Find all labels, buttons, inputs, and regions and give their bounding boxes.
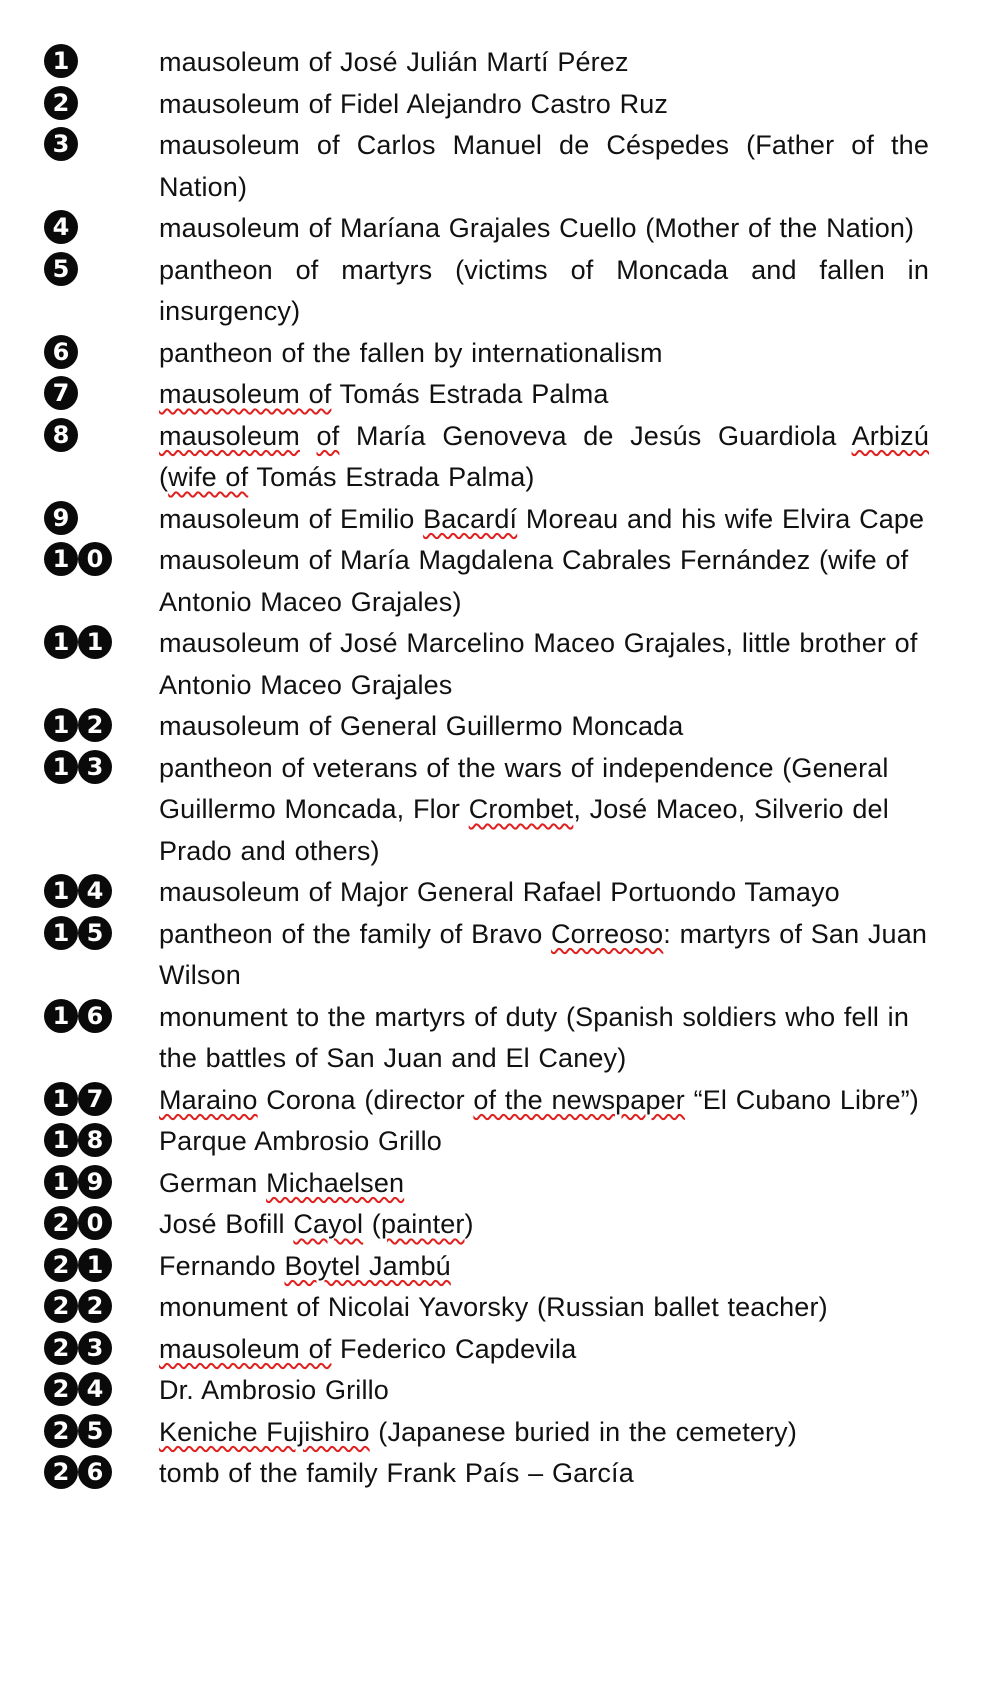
legend-entry [44,997,944,1080]
entry-text: José Bofill [159,1209,294,1239]
number-circle-icon: 1 [44,874,78,908]
legend-entry [44,1453,944,1495]
number-circle-icon: 7 [78,1082,112,1116]
entry-number-marker [44,1453,159,1489]
legend-entry [44,1246,944,1288]
number-circle-icon: 1 [44,999,78,1033]
entry-description [159,1121,929,1163]
number-circle-icon: 2 [44,1289,78,1323]
legend-entry [44,1412,944,1454]
spellcheck-flagged-word: Keniche Fujishiro [159,1416,370,1447]
spellcheck-flagged-word: Maraino [159,1084,258,1115]
entry-text: , José Maceo, Silverio del Prado and others) [159,794,889,866]
entry-number-marker [44,1163,159,1199]
entry-text: ( [363,1209,381,1239]
entry-description [159,706,929,748]
entry-description [159,1287,929,1329]
number-circle-icon: 1 [44,1082,78,1116]
entry-text: mausoleum of José Marcelino Maceo Grajales, little brother of Antonio Maceo Grajales [159,628,918,700]
entry-number-marker [44,416,159,452]
entry-description [159,540,929,623]
number-circle-icon: 4 [78,1372,112,1406]
legend-entry [44,416,944,499]
number-circle-icon: 0 [78,542,112,576]
entry-number-marker [44,333,159,369]
entry-number-marker [44,1329,159,1365]
entry-description [159,748,929,873]
entry-description [159,914,929,997]
number-circle-icon: 2 [44,1248,78,1282]
entry-text [300,421,317,451]
entry-text: (Japanese buried in the cemetery) [369,1416,797,1447]
number-circle-icon: 3 [78,1331,112,1365]
legend-entry [44,1287,944,1329]
number-circle-icon: 1 [44,708,78,742]
spellcheck-flagged-word: painter [380,1209,465,1239]
entry-description [159,997,929,1080]
entry-number-marker [44,872,159,908]
entry-text: pantheon of martyrs (victims of Moncada and fallen in insurgency) [159,254,929,326]
number-circle-icon: 2 [44,86,78,120]
legend-entry [44,499,944,541]
legend-entry [44,333,944,375]
spellcheck-flagged-word: of [316,420,340,451]
legend-entry [44,1370,944,1412]
legend-entry [44,748,944,873]
entry-description [159,1453,929,1495]
entry-number-marker [44,1080,159,1116]
entry-description [159,42,929,84]
number-circle-icon: 6 [78,1455,112,1489]
entry-text: pantheon of veterans of the wars of independence (General Guillermo Moncada, Flor [159,752,889,824]
entry-text: mausoleum of María Magdalena Cabrales Fernández (wife of Antonio Maceo Grajales) [159,545,909,617]
number-circle-icon: 2 [44,1372,78,1406]
entry-text: : martyrs of San Juan Wilson [159,918,928,990]
entry-number-marker [44,1121,159,1157]
number-circle-icon: 7 [44,376,78,410]
number-circle-icon: 1 [44,1165,78,1199]
number-circle-icon: 9 [78,1165,112,1199]
entry-description [159,1204,929,1246]
number-circle-icon: 2 [78,1289,112,1323]
spellcheck-flagged-word: Bacardí [423,503,518,534]
legend-entry [44,84,944,126]
entry-number-marker [44,540,159,576]
entry-number-marker [44,1370,159,1406]
number-circle-icon: 6 [78,999,112,1033]
number-circle-icon: 1 [78,625,112,659]
entry-number-marker [44,914,159,950]
entry-number-marker [44,1204,159,1240]
spellcheck-flagged-word: mausoleum of [159,379,332,409]
entry-description [159,125,929,208]
entry-text: mausoleum of Maríana Grajales Cuello (Mother of the Nation) [159,213,915,243]
entry-number-marker [44,1246,159,1282]
number-circle-icon: 1 [44,1123,78,1157]
entry-text: Tomás Estrada Palma) [248,462,535,492]
spellcheck-flagged-word: Boytel Jambú [284,1250,451,1281]
entry-text: ) [464,1209,474,1239]
number-circle-icon: 4 [44,210,78,244]
entry-text: monument to the martyrs of duty (Spanish soldiers who fell in the battles of San Juan and El Caney) [159,1001,909,1073]
number-circle-icon: 8 [78,1123,112,1157]
number-circle-icon: 2 [44,1206,78,1240]
entry-text: German [159,1167,267,1198]
entry-text: mausoleum of General Guillermo Moncada [159,711,684,741]
legend-entry [44,42,944,84]
entry-text: pantheon of the family of Bravo [159,918,552,949]
number-circle-icon: 3 [44,127,78,161]
number-circle-icon: 1 [44,625,78,659]
number-circle-icon: 4 [78,874,112,908]
number-circle-icon: 8 [44,418,78,452]
legend-entry [44,1121,944,1163]
cemetery-legend [44,42,944,1495]
number-circle-icon: 1 [78,1248,112,1282]
entry-text: Corona (director [257,1084,474,1115]
spellcheck-flagged-word: wife of [168,462,249,492]
entry-number-marker [44,997,159,1033]
entry-text: Dr. Ambrosio Grillo [159,1375,389,1405]
entry-number-marker [44,42,159,78]
legend-entry [44,208,944,250]
entry-text: monument of Nicolai Yavorsky (Russian ballet teacher) [159,1292,828,1322]
entry-number-marker [44,499,159,535]
legend-entry [44,1204,944,1246]
entry-description [159,1080,929,1122]
number-circle-icon: 2 [78,708,112,742]
legend-entry [44,914,944,997]
number-circle-icon: 5 [44,252,78,286]
entry-description [159,872,929,914]
entry-text: pantheon of the fallen by internationalism [159,337,663,368]
legend-entry [44,250,944,333]
entry-number-marker [44,208,159,244]
legend-entry [44,125,944,208]
entry-description [159,1370,929,1412]
spellcheck-flagged-word: Arbizú [851,420,929,451]
entry-number-marker [44,748,159,784]
entry-description [159,1246,929,1288]
number-circle-icon: 0 [78,1206,112,1240]
number-circle-icon: 2 [44,1455,78,1489]
entry-description [159,416,929,499]
legend-entry [44,540,944,623]
entry-description [159,1412,929,1454]
legend-entry [44,706,944,748]
entry-number-marker [44,1287,159,1323]
entry-text: Fernando [159,1250,285,1281]
spellcheck-flagged-word: Cayol [293,1209,364,1239]
entry-text: mausoleum of Fidel Alejandro Castro Ruz [159,88,669,119]
number-circle-icon: 2 [44,1414,78,1448]
number-circle-icon: 1 [44,44,78,78]
spellcheck-flagged-word: mausoleum [159,420,300,451]
spellcheck-flagged-word: of the newspaper [473,1084,685,1115]
legend-entry [44,374,944,416]
entry-text: Federico Capdevila [331,1333,577,1364]
entry-number-marker [44,1412,159,1448]
entry-text: tomb of the family Frank País – García [159,1458,634,1488]
entry-text: mausoleum of Major General Rafael Portuondo Tamayo [159,877,840,907]
legend-entry [44,1080,944,1122]
entry-text: mausoleum of Emilio [159,503,424,534]
number-circle-icon: 6 [44,335,78,369]
legend-entry [44,872,944,914]
number-circle-icon: 1 [44,916,78,950]
legend-entry [44,1329,944,1371]
entry-number-marker [44,623,159,659]
entry-number-marker [44,125,159,161]
entry-text: Parque Ambrosio Grillo [159,1126,442,1156]
entry-number-marker [44,706,159,742]
spellcheck-flagged-word: Correoso [551,918,664,949]
legend-entry [44,1163,944,1205]
spellcheck-flagged-word: Michaelsen [266,1167,405,1198]
entry-text: mausoleum of José Julián Martí Pérez [159,47,629,77]
entry-text: Moreau and his wife Elvira Cape [517,503,925,534]
entry-description [159,333,929,375]
entry-number-marker [44,250,159,286]
spellcheck-flagged-word: mausoleum of [159,1333,332,1364]
entry-number-marker [44,84,159,120]
spellcheck-flagged-word: Crombet [468,794,574,824]
entry-text: Tomás Estrada Palma [331,379,609,409]
number-circle-icon: 1 [44,542,78,576]
entry-text: María Genoveva de Jesús Guardiola [339,420,852,451]
entry-text: mausoleum of Carlos Manuel de Céspedes (Father of the Nation) [159,130,929,202]
entry-description [159,499,929,541]
number-circle-icon: 1 [44,750,78,784]
entry-description [159,250,929,333]
number-circle-icon: 3 [78,750,112,784]
legend-entry [44,623,944,706]
entry-text: “El Cubano Libre”) [684,1084,919,1115]
entry-text: ( [159,462,169,492]
number-circle-icon: 5 [78,916,112,950]
entry-description [159,1329,929,1371]
number-circle-icon: 2 [44,1331,78,1365]
entry-description [159,623,929,706]
entry-description [159,208,929,250]
number-circle-icon: 9 [44,501,78,535]
entry-description [159,1163,929,1205]
entry-number-marker [44,374,159,410]
entry-description [159,84,929,126]
number-circle-icon: 5 [78,1414,112,1448]
entry-description [159,374,929,416]
